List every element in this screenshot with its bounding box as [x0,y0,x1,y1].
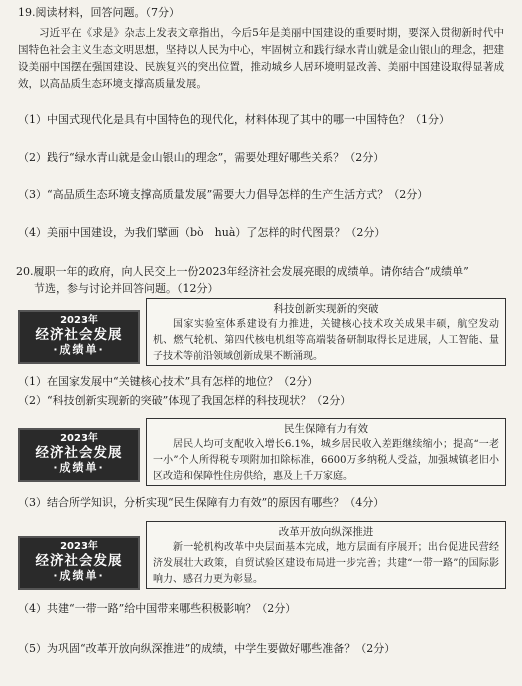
box-reform-title: 改革开放向纵深推进 [278,526,374,538]
scorecard-box-tech [146,298,506,366]
q20-sub4: （4）共建“一带一路”给中国带来哪些积极影响？（2分） [18,602,297,615]
box-livelihood-text: 居民人均可支配收入增长6.1%，城乡居民收入差距继续缩小；提高“一老一小”个人所得税专项附加扣除标准，6600万多纳税人受益，加强城镇老旧小区改造和保障性住房供给，惠及上千万家庭。 [153,439,499,482]
scorecard-badge [18,428,140,482]
badge-year: 2023年 [60,433,98,444]
scorecard-badge [18,536,140,590]
scorecard-box-reform [146,521,506,589]
badge-sub: ·成绩单· [53,569,105,582]
badge-year: 2023年 [60,315,98,326]
badge-main: 经济社会发展 [35,445,123,461]
badge-main: 经济社会发展 [35,553,123,569]
q19-sub1: （1）中国式现代化是具有中国特色的现代化，材料体现了其中的哪一中国特色？（1分） [18,113,450,126]
badge-year: 2023年 [60,541,98,552]
q19-material: 习近平在《求是》杂志上发表文章指出，今后5年是美丽中国建设的重要时期，要深入贯彻新时代中国特色社会主义生态文明思想，坚持以人民为中心，牢固树立和践行绿水青山就是金山银山的理念，把建设美丽中国摆在强国建设、民族复兴的突出位置，推动城乡人居环境明显改善、美丽中国建设取得显著成效，以高品质生态环境支撑高质量发展。 [18,27,504,90]
box-livelihood-title: 民生保障有力有效 [284,423,368,435]
q20-sub5: （5）为巩固“改革开放向纵深推进”的成绩，中学生要做好哪些准备？（2分） [18,642,396,655]
q19-sub3: （3）“高品质生态环境支撑高质量发展”需要大力倡导怎样的生产生活方式？（2分） [18,188,429,201]
badge-main: 经济社会发展 [35,327,123,343]
scorecard-box-livelihood [146,418,506,486]
badge-sub: ·成绩单· [53,461,105,474]
badge-sub: ·成绩单· [53,343,105,356]
q20-title-line2: 节选，参与讨论并回答问题。（12分） [34,282,219,295]
q20-sub1: （1）在国家发展中“关键核心技术”具有怎样的地位？（2分） [18,375,319,388]
q20-sub2: （2）“科技创新实现新的突破”体现了我国怎样的科技现状？（2分） [18,394,352,407]
box-reform-text: 新一轮机构改革中央层面基本完成，地方层面有序展开；出台促进民营经济发展壮大政策，自贸试验区建设布局进一步完善；共建“一带一路”的国际影响力、感召力更为彰显。 [153,542,499,585]
q19-sub2: （2）践行“绿水青山就是金山银山的理念”，需要处理好哪些关系？（2分） [18,151,385,164]
q20-title-line1: 20.履职一年的政府，向人民交上一份2023年经济社会发展亮眼的成绩单。请你结合“成绩单” [16,265,469,278]
q19-title: 19.阅读材料，回答问题。（7分） [18,6,180,19]
box-tech-text: 国家实验室体系建设有力推进，关键核心技术攻关成果丰硕，航空发动机、燃气轮机、第四代核电机组等高端装备研制取得长足进展，人工智能、量子技术等前沿领域创新成果不断涌现。 [153,319,499,362]
q19-sub4: （4）美丽中国建设，为我们擘画（bò huà）了怎样的时代图景？（2分） [18,226,386,239]
scorecard-badge [18,310,140,364]
box-tech-title: 科技创新实现新的突破 [273,303,379,315]
q20-sub3: （3）结合所学知识，分析实现“民生保障有力有效”的原因有哪些？（4分） [18,496,385,509]
